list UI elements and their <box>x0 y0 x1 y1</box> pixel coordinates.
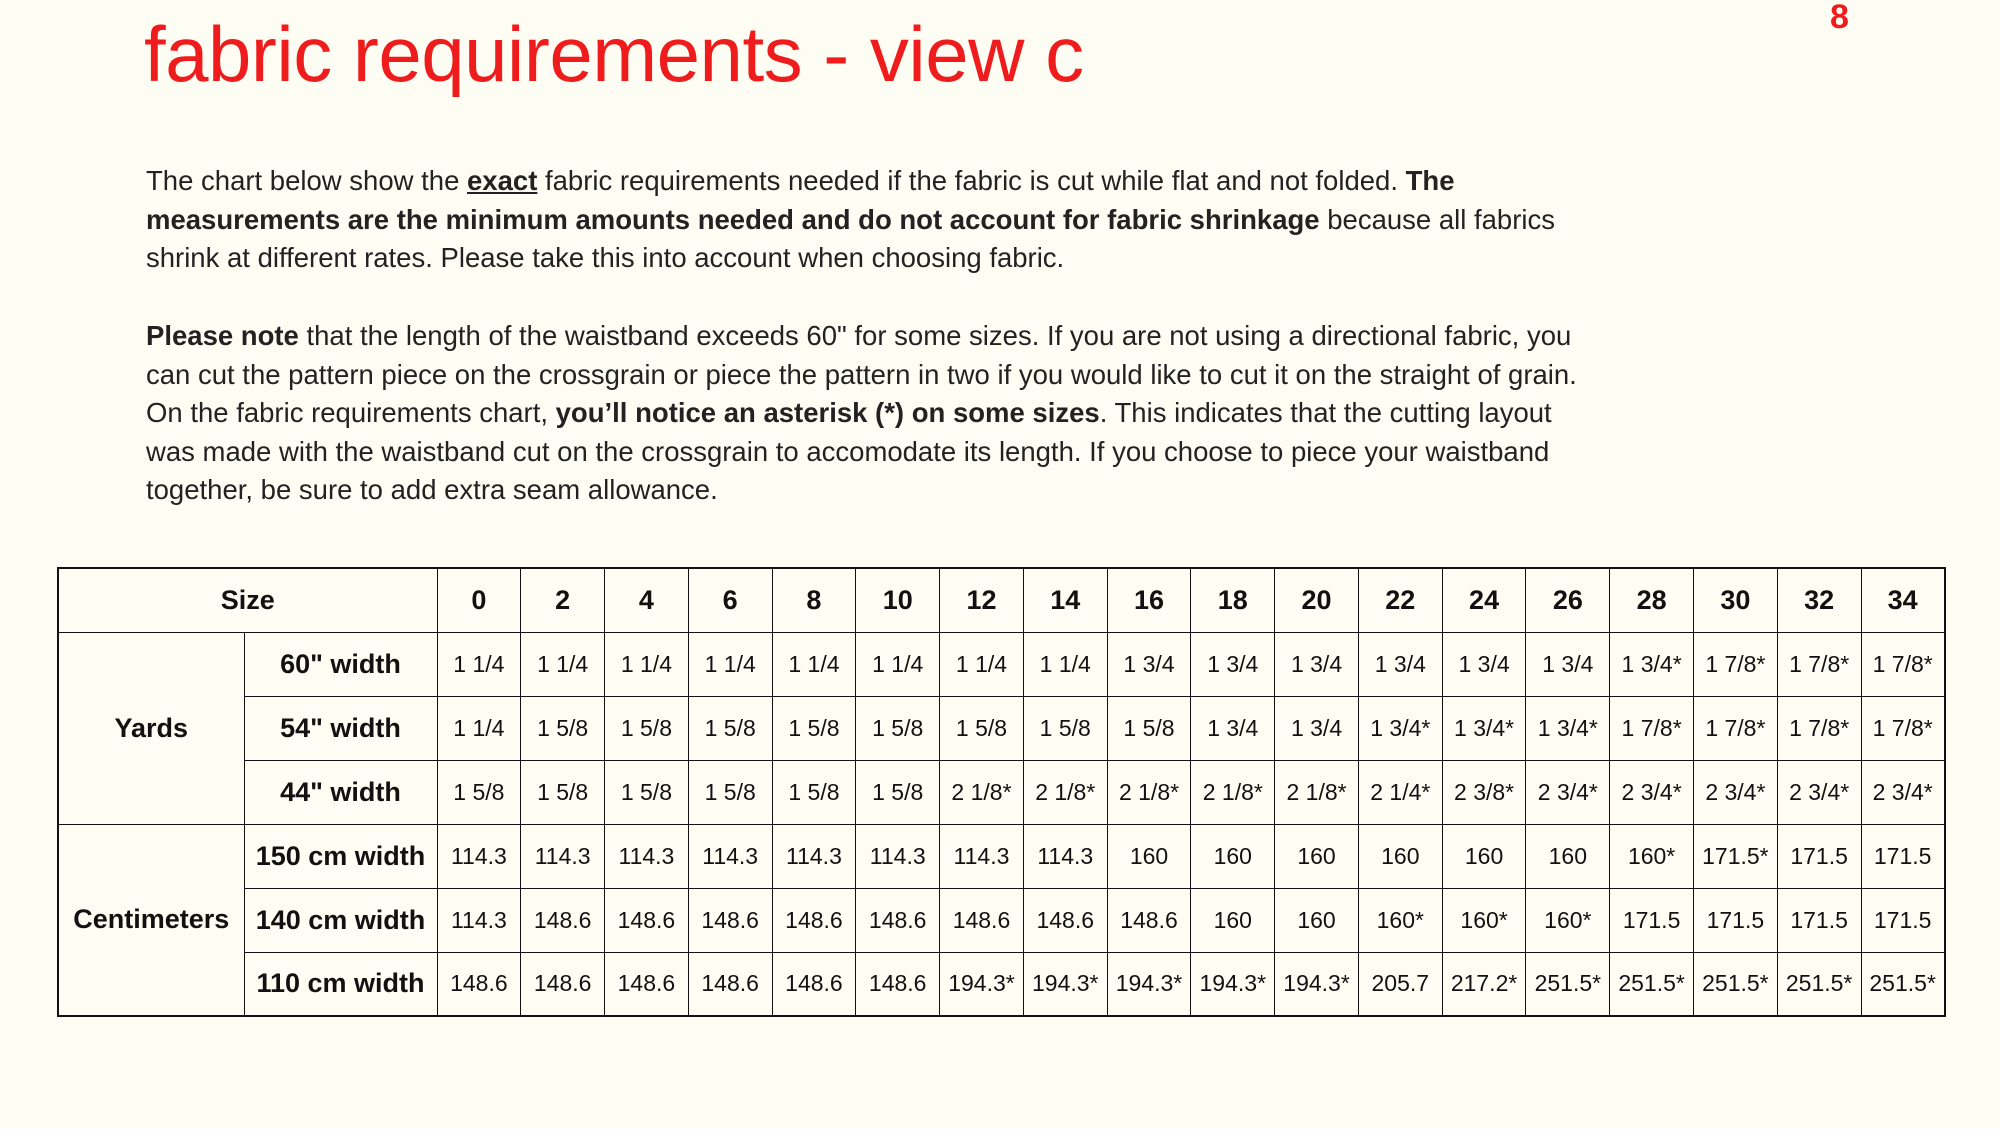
requirement-cell: 2 3/4* <box>1777 760 1861 824</box>
size-header-cell: 26 <box>1526 568 1610 632</box>
requirement-cell: 2 3/4* <box>1526 760 1610 824</box>
size-header-cell: 2 <box>521 568 605 632</box>
requirement-cell: 171.5 <box>1777 824 1861 888</box>
table-row <box>58 632 1945 696</box>
intro-text-2: fabric requirements needed if the fabric is cut while flat and not folded. <box>537 165 1406 196</box>
requirement-cell: 1 3/4 <box>1191 632 1275 696</box>
requirement-cell: 171.5 <box>1610 888 1694 952</box>
requirement-cell: 148.6 <box>521 888 605 952</box>
note-paragraph <box>146 317 1606 510</box>
fabric-requirements-table <box>57 567 1946 1017</box>
size-header-cell: 8 <box>772 568 856 632</box>
requirement-cell: 251.5* <box>1861 952 1945 1016</box>
requirement-cell: 160 <box>1526 824 1610 888</box>
note-bold-2: you’ll notice an asterisk (*) on some sizes <box>555 397 1100 428</box>
requirement-cell: 148.6 <box>856 952 940 1016</box>
unit-group-label: Yards <box>58 632 244 824</box>
requirement-cell: 1 5/8 <box>772 760 856 824</box>
requirement-cell: 217.2* <box>1442 952 1526 1016</box>
requirement-cell: 2 1/8* <box>1023 760 1107 824</box>
size-header-cell: 34 <box>1861 568 1945 632</box>
requirement-cell: 205.7 <box>1358 952 1442 1016</box>
page-title: fabric requirements - view c <box>144 10 1084 98</box>
requirement-cell: 1 5/8 <box>605 760 689 824</box>
table-row <box>58 824 1945 888</box>
requirement-cell: 1 7/8* <box>1777 696 1861 760</box>
requirement-cell: 1 3/4 <box>1275 632 1359 696</box>
requirement-cell: 114.3 <box>856 824 940 888</box>
fabric-width-label: 44" width <box>244 760 437 824</box>
requirement-cell: 160 <box>1191 888 1275 952</box>
note-text-1: that the length of the waistband exceeds 60" for some sizes. If you are not using a directional fabric, you can cut the pattern piece on the crossgrain or piece the pattern in two if you would like to cut it on the straight of grain. On the fabric requirements chart, <box>146 320 1577 428</box>
note-text-2: . This indicates that the cutting layout was made with the waistband cut on the crossgrain to accomodate its length. If you choose to piece your waistband together, be sure to add extra seam allowance. <box>146 397 1552 505</box>
note-bold-1: Please note <box>146 320 299 351</box>
requirement-cell: 148.6 <box>1023 888 1107 952</box>
size-header-cell: 4 <box>605 568 689 632</box>
requirement-cell: 148.6 <box>688 952 772 1016</box>
requirement-cell: 1 5/8 <box>437 760 521 824</box>
requirement-cell: 194.3* <box>1023 952 1107 1016</box>
requirement-cell: 194.3* <box>1191 952 1275 1016</box>
fabric-width-label: 60" width <box>244 632 437 696</box>
requirement-cell: 114.3 <box>521 824 605 888</box>
fabric-width-label: 54" width <box>244 696 437 760</box>
size-header-cell: 24 <box>1442 568 1526 632</box>
size-header-cell: 14 <box>1023 568 1107 632</box>
requirement-cell: 1 1/4 <box>940 632 1024 696</box>
requirement-cell: 1 5/8 <box>940 696 1024 760</box>
requirement-cell: 1 1/4 <box>437 696 521 760</box>
size-header-cell: 12 <box>940 568 1024 632</box>
table-row <box>58 952 1945 1016</box>
requirement-cell: 171.5 <box>1693 888 1777 952</box>
requirement-cell: 2 3/4* <box>1610 760 1694 824</box>
requirement-cell: 160 <box>1442 824 1526 888</box>
requirement-cell: 1 7/8* <box>1610 696 1694 760</box>
requirement-cell: 114.3 <box>437 888 521 952</box>
size-header-cell: 32 <box>1777 568 1861 632</box>
requirement-cell: 148.6 <box>940 888 1024 952</box>
requirement-cell: 1 5/8 <box>772 696 856 760</box>
requirement-cell: 114.3 <box>437 824 521 888</box>
requirement-cell: 1 3/4* <box>1358 696 1442 760</box>
requirement-cell: 1 7/8* <box>1693 632 1777 696</box>
table-row <box>58 760 1945 824</box>
requirement-cell: 251.5* <box>1777 952 1861 1016</box>
size-header: Size <box>58 568 437 632</box>
table-row <box>58 696 1945 760</box>
requirement-cell: 148.6 <box>772 952 856 1016</box>
requirement-cell: 2 1/8* <box>1107 760 1191 824</box>
requirement-cell: 148.6 <box>605 952 689 1016</box>
size-header-cell: 20 <box>1275 568 1359 632</box>
requirement-cell: 1 5/8 <box>605 696 689 760</box>
requirement-cell: 1 1/4 <box>521 632 605 696</box>
requirement-cell: 148.6 <box>605 888 689 952</box>
requirement-cell: 148.6 <box>856 888 940 952</box>
size-header-cell: 28 <box>1610 568 1694 632</box>
requirement-cell: 1 3/4 <box>1442 632 1526 696</box>
requirement-cell: 1 1/4 <box>437 632 521 696</box>
requirement-cell: 1 1/4 <box>688 632 772 696</box>
size-header-cell: 30 <box>1693 568 1777 632</box>
requirement-cell: 2 1/4* <box>1358 760 1442 824</box>
requirement-cell: 171.5 <box>1777 888 1861 952</box>
requirement-cell: 2 1/8* <box>1191 760 1275 824</box>
requirement-cell: 148.6 <box>437 952 521 1016</box>
requirement-cell: 148.6 <box>772 888 856 952</box>
unit-group-label: Centimeters <box>58 824 244 1016</box>
requirement-cell: 251.5* <box>1526 952 1610 1016</box>
requirement-cell: 1 1/4 <box>856 632 940 696</box>
fabric-width-label: 150 cm width <box>244 824 437 888</box>
requirement-cell: 1 3/4 <box>1526 632 1610 696</box>
requirement-cell: 194.3* <box>940 952 1024 1016</box>
requirement-cell: 160* <box>1358 888 1442 952</box>
requirement-cell: 251.5* <box>1693 952 1777 1016</box>
requirement-cell: 114.3 <box>940 824 1024 888</box>
requirement-cell: 171.5 <box>1861 824 1945 888</box>
intro-text-3: because all fabrics shrink at different rates. Please take this into account when choosing fabric. <box>146 203 1555 273</box>
requirement-cell: 1 5/8 <box>521 696 605 760</box>
requirement-cell: 1 5/8 <box>521 760 605 824</box>
requirement-cell: 1 1/4 <box>605 632 689 696</box>
requirement-cell: 1 7/8* <box>1693 696 1777 760</box>
requirement-cell: 1 5/8 <box>856 760 940 824</box>
requirement-cell: 171.5 <box>1861 888 1945 952</box>
requirement-cell: 114.3 <box>605 824 689 888</box>
fabric-width-label: 140 cm width <box>244 888 437 952</box>
size-header-cell: 16 <box>1107 568 1191 632</box>
requirement-cell: 148.6 <box>688 888 772 952</box>
requirement-cell: 1 3/4* <box>1526 696 1610 760</box>
size-header-cell: 0 <box>437 568 521 632</box>
requirement-cell: 160* <box>1442 888 1526 952</box>
requirement-cell: 148.6 <box>521 952 605 1016</box>
requirement-cell: 194.3* <box>1107 952 1191 1016</box>
size-header-cell: 6 <box>688 568 772 632</box>
requirement-cell: 1 3/4 <box>1358 632 1442 696</box>
requirement-cell: 160 <box>1107 824 1191 888</box>
requirement-cell: 160 <box>1275 888 1359 952</box>
requirement-cell: 114.3 <box>772 824 856 888</box>
requirement-cell: 1 3/4* <box>1442 696 1526 760</box>
intro-paragraph <box>146 162 1606 278</box>
requirement-cell: 1 1/4 <box>1023 632 1107 696</box>
requirement-cell: 1 3/4 <box>1275 696 1359 760</box>
intro-bold: The measurements are the minimum amounts needed and do not account for fabric shrinkage <box>146 165 1455 235</box>
requirement-cell: 2 3/8* <box>1442 760 1526 824</box>
requirement-cell: 160 <box>1191 824 1275 888</box>
page-number: 8 <box>1830 0 1849 36</box>
requirement-cell: 1 1/4 <box>772 632 856 696</box>
intro-exact: exact <box>467 165 538 196</box>
requirement-cell: 194.3* <box>1275 952 1359 1016</box>
fabric-width-label: 110 cm width <box>244 952 437 1016</box>
requirement-cell: 114.3 <box>688 824 772 888</box>
requirement-cell: 2 1/8* <box>1275 760 1359 824</box>
requirement-cell: 1 7/8* <box>1861 632 1945 696</box>
requirement-cell: 251.5* <box>1610 952 1694 1016</box>
requirement-cell: 1 5/8 <box>856 696 940 760</box>
requirement-cell: 1 3/4 <box>1107 632 1191 696</box>
requirement-cell: 1 5/8 <box>688 696 772 760</box>
requirement-cell: 1 5/8 <box>1023 696 1107 760</box>
requirement-cell: 1 5/8 <box>1107 696 1191 760</box>
requirement-cell: 1 5/8 <box>688 760 772 824</box>
requirement-cell: 1 3/4 <box>1191 696 1275 760</box>
requirement-cell: 160* <box>1610 824 1694 888</box>
requirement-cell: 160 <box>1358 824 1442 888</box>
requirement-cell: 114.3 <box>1023 824 1107 888</box>
requirement-cell: 1 3/4* <box>1610 632 1694 696</box>
table-row <box>58 888 1945 952</box>
intro-text-1: The chart below show the <box>146 165 468 196</box>
requirement-cell: 2 3/4* <box>1861 760 1945 824</box>
requirement-cell: 171.5* <box>1693 824 1777 888</box>
requirement-cell: 1 7/8* <box>1777 632 1861 696</box>
requirement-cell: 1 7/8* <box>1861 696 1945 760</box>
size-header-cell: 18 <box>1191 568 1275 632</box>
requirement-cell: 148.6 <box>1107 888 1191 952</box>
size-header-row <box>58 568 1945 632</box>
requirement-cell: 160* <box>1526 888 1610 952</box>
requirement-cell: 160 <box>1275 824 1359 888</box>
requirement-cell: 2 1/8* <box>940 760 1024 824</box>
size-header-cell: 22 <box>1358 568 1442 632</box>
size-header-cell: 10 <box>856 568 940 632</box>
requirement-cell: 2 3/4* <box>1693 760 1777 824</box>
